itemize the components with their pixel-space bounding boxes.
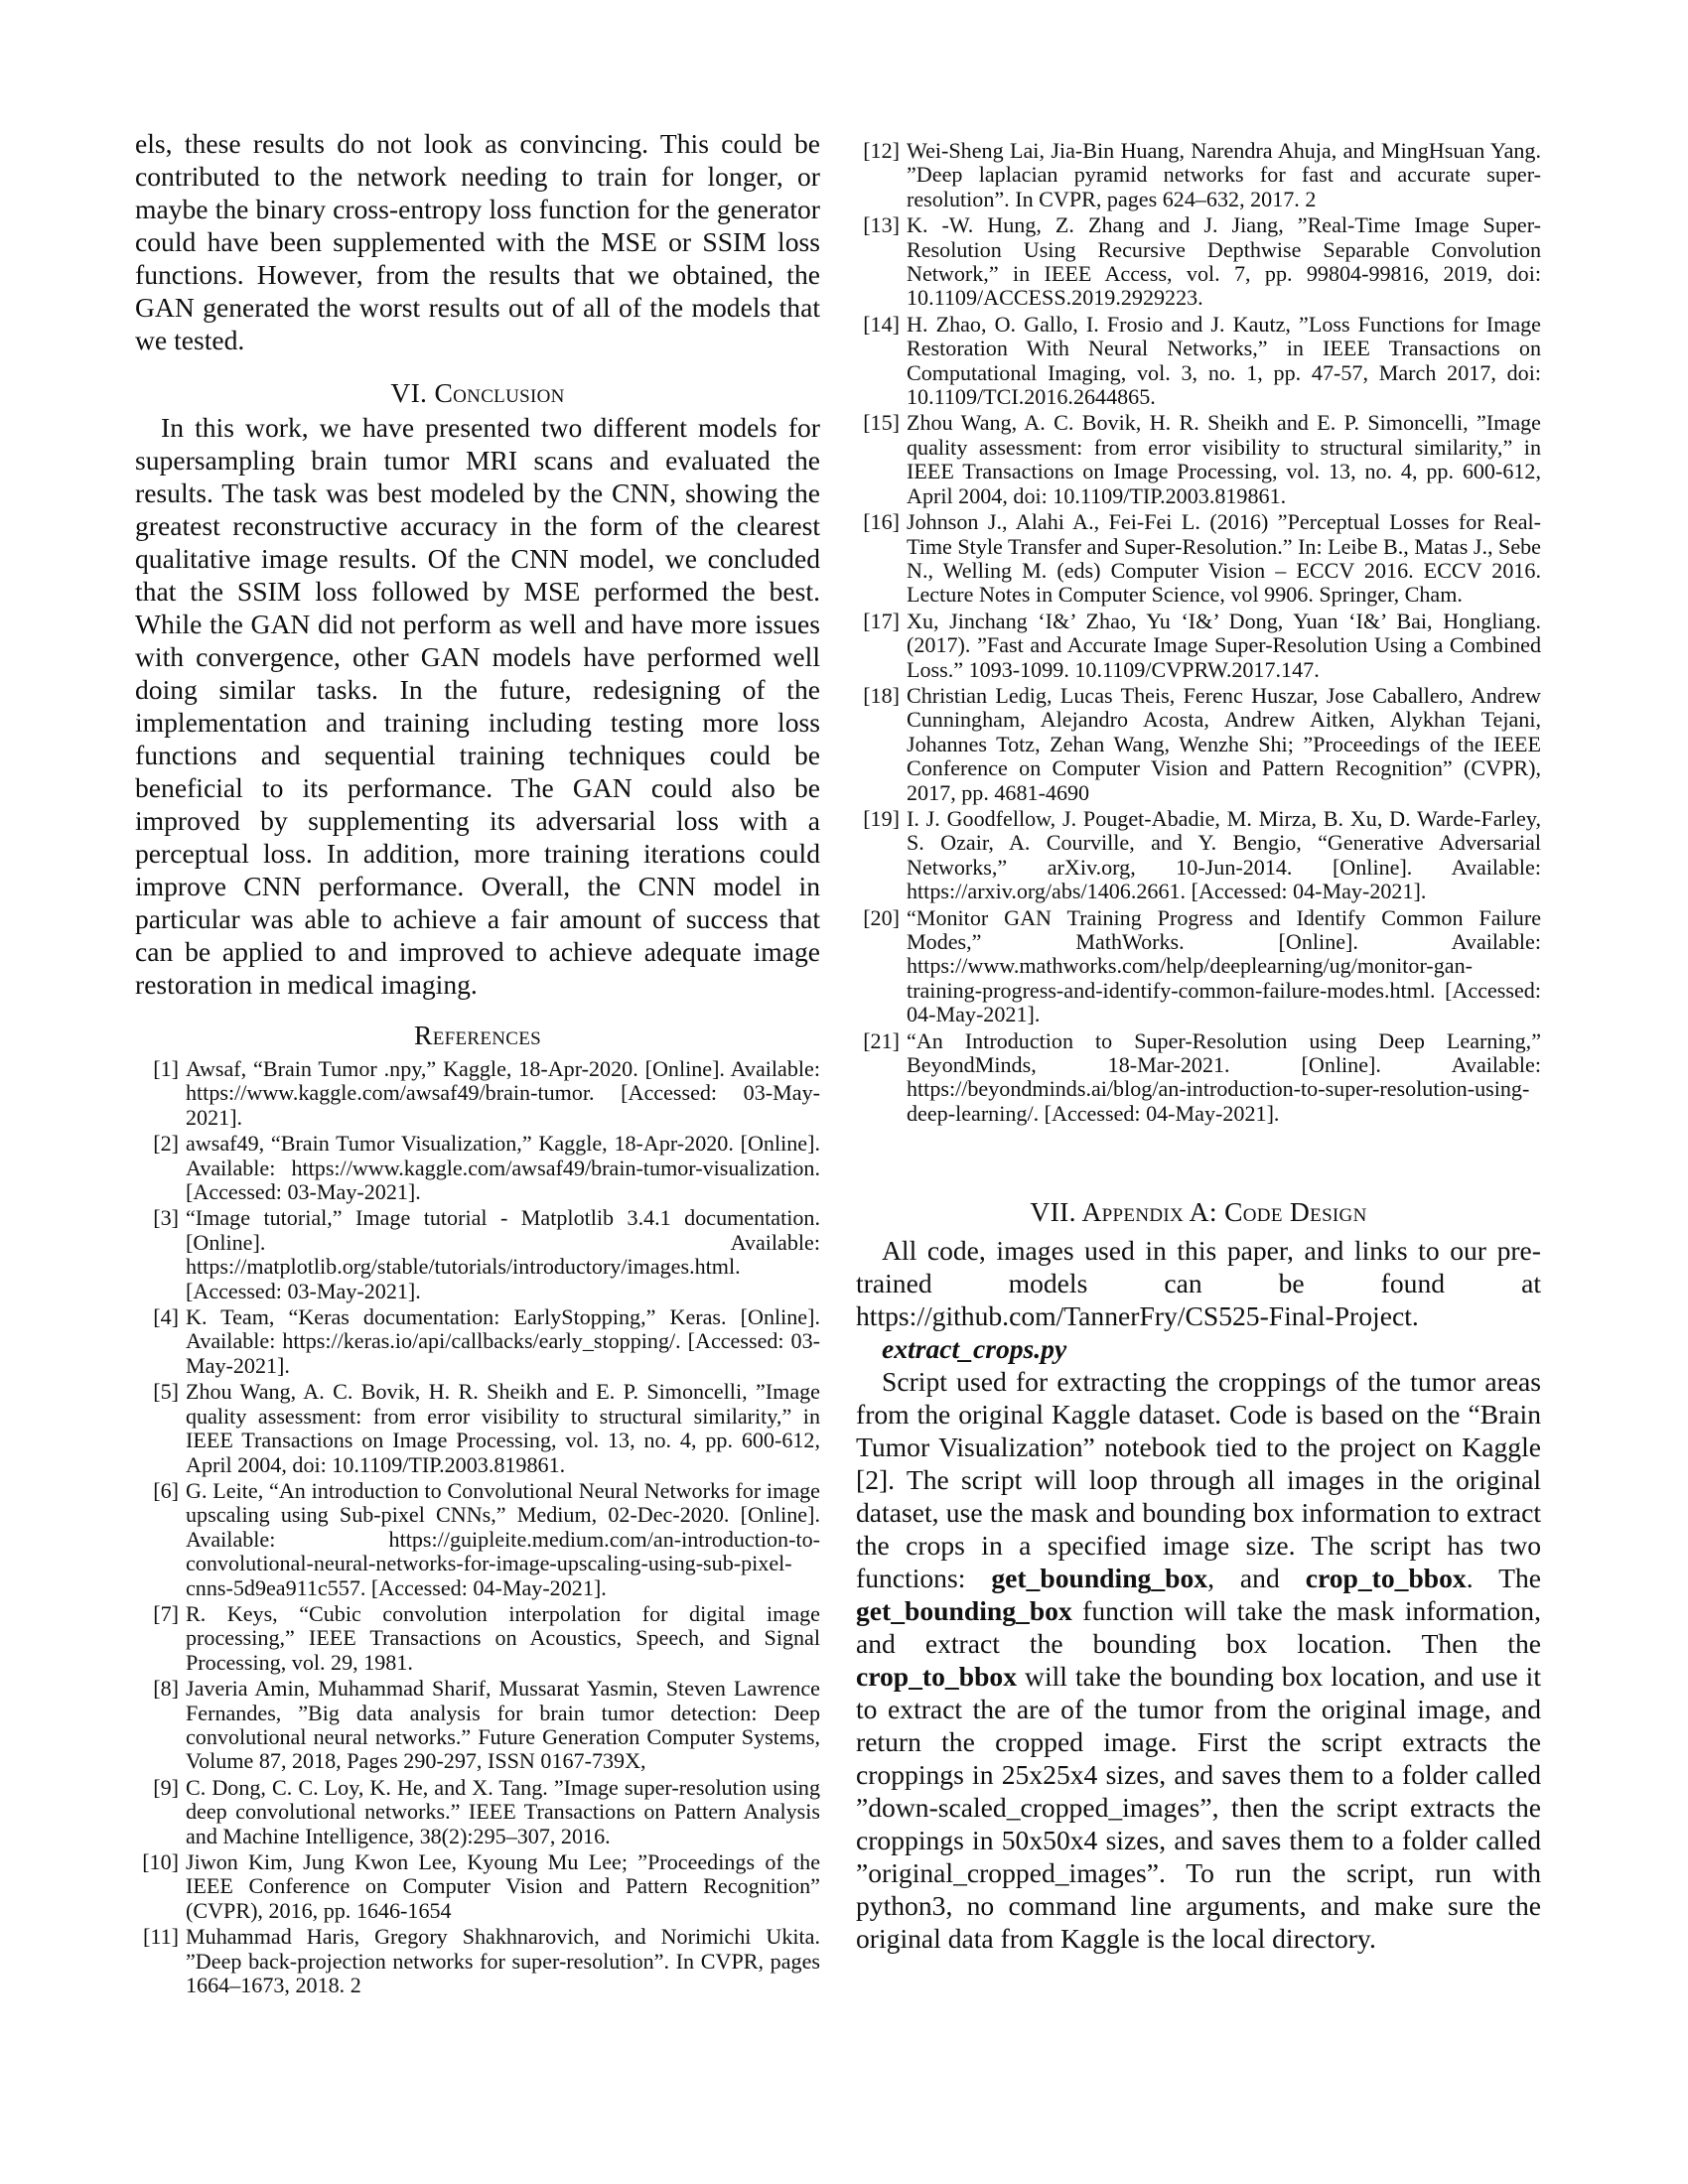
reference-item (135, 1925, 820, 1997)
text: Script used for extracting the croppings of the tumor areas from the original Kaggle dataset. Code is based on the “Brain Tumor Visualization” notebook tied to the project on Kaggle [2]. The script will loop through all images in the original dataset, use the mask and bounding box information to extract the crops in a specified image size. The script has two functions: (856, 1366, 1541, 1594)
reference-number: [14] (863, 311, 900, 337)
reference-text: G. Leite, “An introduction to Convolutional Neural Networks for image upscaling using Sub-pixel CNNs,” Medium, 02-Dec-2020. [Online]. Available: https://guipleite.medium.com/an-introduction-to-convolutional-neural-networks-for-image-upscaling-using-sub-pixel-cnns-5d9ea911c557. [Accessed: 04-May-2021]. (186, 1477, 820, 1600)
function-name: crop_to_bbox (1305, 1563, 1467, 1594)
reference-text: Xu, Jinchang ‘I&’ Zhao, Yu ‘I&’ Dong, Yuan ‘I&’ Bai, Hongliang. (2017). ”Fast and Accurate Image Super-Resolution Using a Combined Loss.” 1093-1099. 10.1109/CVPRW.2017.147. (907, 608, 1541, 682)
section-heading-conclusion: VI. Conclusion (390, 377, 565, 408)
reference-text: Wei-Sheng Lai, Jia-Bin Huang, Narendra Ahuja, and MingHsuan Yang. ”Deep laplacian pyramid networks for fast and accurate super-resolution”. In CVPR, pages 624–632, 2017. 2 (907, 138, 1541, 211)
reference-text: R. Keys, “Cubic convolution interpolation for digital image processing,” IEEE Transactions on Acoustics, Speech, and Signal Processing, vol. 29, 1981. (186, 1600, 820, 1675)
reference-text: K. Team, “Keras documentation: EarlyStopping,” Keras. [Online]. Available: https://keras.io/api/callbacks/early_stopping/. [Accessed: 03-May-2021]. (186, 1304, 820, 1378)
reference-item (135, 1479, 820, 1600)
reference-item (135, 1206, 820, 1303)
reference-item (856, 411, 1541, 508)
reference-number: [5] (153, 1379, 179, 1405)
right-column (856, 139, 1541, 1955)
reference-text: awsaf49, “Brain Tumor Visualization,” Kaggle, 18-Apr-2020. [Online]. Available: https://www.kaggle.com/awsaf49/brain-tumor-visualization. [Accessed: 03-May-2021]. (186, 1131, 820, 1205)
reference-text: Jiwon Kim, Jung Kwon Lee, Kyoung Mu Lee; ”Proceedings of the IEEE Conference on Computer Vision and Pattern Recognition” (CVPR), 2016, pp. 1646-1654 (186, 1849, 820, 1923)
text: function will take the mask information, and extract the bounding box location. Then the (856, 1595, 1541, 1660)
reference-number: [7] (153, 1600, 179, 1626)
text: . The (1466, 1563, 1541, 1594)
reference-text: Christian Ledig, Lucas Theis, Ferenc Huszar, Jose Caballero, Andrew Cunningham, Alejandro Acosta, Andrew Aitken, Alykhan Tejani, Johannes Totz, Zehan Wang, Wenzhe Shi; ”Proceedings of the IEEE Conference on Computer Vision and Pattern Recognition” (CVPR), 2017, pp. 4681-4690 (907, 682, 1541, 805)
section-heading-appendix: VII. Appendix A: Code Design (1030, 1196, 1367, 1228)
reference-item (856, 906, 1541, 1027)
text: , and (1207, 1563, 1306, 1594)
reference-item (856, 510, 1541, 608)
reference-item (135, 1132, 820, 1204)
extract-crops-description (856, 1365, 1541, 1955)
reference-item (135, 1850, 820, 1923)
reference-number: [16] (863, 509, 900, 535)
reference-number: [20] (863, 904, 900, 930)
reference-number: [21] (863, 1027, 900, 1053)
reference-item (135, 1677, 820, 1774)
reference-text: K. -W. Hung, Z. Zhang and J. Jiang, ”Real-Time Image Super-Resolution Using Recursive Depthwise Separable Convolution Network,” in IEEE Access, vol. 7, pp. 99804-99816, 2019, doi: 10.1109/ACCESS.2019.2929223. (907, 212, 1541, 311)
reference-item (856, 684, 1541, 805)
reference-number: [4] (153, 1304, 179, 1330)
reference-number: [6] (153, 1477, 179, 1503)
function-name: get_bounding_box (991, 1563, 1208, 1594)
reference-list-left (135, 1057, 820, 1997)
reference-text: I. J. Goodfellow, J. Pouget-Abadie, M. Mirza, B. Xu, D. Warde-Farley, S. Ozair, A. Courville, and Y. Bengio, “Generative Adversarial Networks,” arXiv.org, 10-Jun-2014. [Online]. Available: https://arxiv.org/abs/1406.2661. [Accessed: 04-May-2021]. (907, 805, 1541, 904)
reference-number: [10] (142, 1849, 179, 1874)
reference-text: Zhou Wang, A. C. Bovik, H. R. Sheikh and E. P. Simoncelli, ”Image quality assessment: from error visibility to structural similarity,” in IEEE Transactions on Image Processing, vol. 13, no. 4, pp. 600-612, April 2004, doi: 10.1109/TIP.2003.819861. (907, 410, 1541, 508)
reference-text: Zhou Wang, A. C. Bovik, H. R. Sheikh and E. P. Simoncelli, ”Image quality assessment: from error visibility to structural similarity,” in IEEE Transactions on Image Processing, vol. 13, no. 4, pp. 600-612, April 2004, doi: 10.1109/TIP.2003.819861. (186, 1379, 820, 1477)
reference-item (856, 139, 1541, 211)
reference-number: [15] (863, 410, 900, 436)
reference-number: [13] (863, 212, 900, 238)
reference-item (856, 807, 1541, 904)
reference-text: “An Introduction to Super-Resolution using Deep Learning,” BeyondMinds, 18-Mar-2021. [Online]. Available: https://beyondminds.ai/blog/an-introduction-to-super-resolution-using-deep-learning/. [Accessed: 04-May-2021]. (907, 1027, 1541, 1126)
reference-item (135, 1057, 820, 1130)
reference-text: H. Zhao, O. Gallo, I. Frosio and J. Kautz, ”Loss Functions for Image Restoration With Neural Networks,” in IEEE Transactions on Computational Imaging, vol. 3, no. 1, pp. 47-57, March 2017, doi: 10.1109/TCI.2016.2644865. (907, 311, 1541, 410)
reference-item (856, 313, 1541, 410)
reference-item (856, 213, 1541, 311)
reference-number: [2] (153, 1131, 179, 1157)
reference-number: [9] (153, 1774, 179, 1800)
reference-number: [19] (863, 805, 900, 831)
file-name-heading: extract_crops.py (882, 1333, 1067, 1365)
reference-item (135, 1602, 820, 1675)
reference-number: [11] (143, 1924, 179, 1950)
reference-item (135, 1305, 820, 1378)
reference-item (135, 1776, 820, 1848)
reference-text: Javeria Amin, Muhammad Sharif, Mussarat Yasmin, Steven Lawrence Fernandes, ”Big data analysis for brain tumor detection: Deep convolutional neural networks.” Future Generation Computer Systems, Volume 87, 2018, Pages 290-297, ISSN 0167-739X, (186, 1676, 820, 1774)
function-name: crop_to_bbox (856, 1661, 1018, 1693)
function-name: get_bounding_box (856, 1595, 1072, 1627)
reference-item (856, 610, 1541, 682)
reference-list-right (856, 139, 1541, 1126)
reference-text: “Monitor GAN Training Progress and Identify Common Failure Modes,” MathWorks. [Online]. Available: https://www.mathworks.com/help/deeplearning/ug/monitor-gan-training-progress-and-identify-common-failure-modes.html. [Accessed: 04-May-2021]. (907, 904, 1541, 1027)
reference-number: [17] (863, 608, 900, 633)
reference-text: Johnson J., Alahi A., Fei-Fei L. (2016) ”Perceptual Losses for Real-Time Style Transfer and Super-Resolution.” In: Leibe B., Matas J., Sebe N., Welling M. (eds) Computer Vision – ECCV 2016. ECCV 2016. Lecture Notes in Computer Science, vol 9906. Springer, Cham. (907, 509, 1541, 608)
text: will take the bounding box location, and use it to extract the are of the tumor from the original image, and return the cropped image. First the script extracts the croppings in 25x25x4 sizes, and saves them to a folder called ”down-scaled_cropped_images”, then the script extracts the croppings in 50x50x4 sizes, and saves them to a folder called ”original_cropped_images”. To run the script, run with python3, no command line arguments, and make sure the original data from Kaggle is the local directory. (856, 1661, 1541, 1955)
conclusion-paragraph: In this work, we have presented two different models for supersampling brain tumor MRI scans and evaluated the results. The task was best modeled by the CNN, showing the greatest reconstructive accuracy in the form of the clearest qualitative image results. Of the CNN model, we concluded that the SSIM loss followed by MSE performed the best. While the GAN did not perform as well and have more issues with convergence, other GAN models have performed well doing similar tasks. In the future, redesigning of the implementation and training including testing more loss functions and sequential training techniques could be beneficial to its performance. The GAN could also be improved by supplementing its adversarial loss with a perceptual loss. In addition, more training iterations could improve CNN performance. Overall, the CNN model in particular was able to achieve a fair amount of success that can be applied to and improved to achieve adequate image restoration in medical imaging. (135, 412, 820, 1000)
reference-number: [18] (863, 682, 900, 708)
reference-number: [1] (153, 1056, 179, 1081)
reference-number: [12] (863, 138, 900, 163)
reference-text: Awsaf, “Brain Tumor .npy,” Kaggle, 18-Apr-2020. [Online]. Available: https://www.kaggle.com/awsaf49/brain-tumor. [Accessed: 03-May-2021]. (186, 1056, 820, 1130)
left-column (135, 127, 820, 1999)
reference-item (856, 1029, 1541, 1127)
reference-number: [8] (153, 1676, 179, 1702)
reference-text: “Image tutorial,” Image tutorial - Matplotlib 3.4.1 documentation. [Online]. Available: https://matplotlib.org/stable/tutorials/introductory/images.html. [Accessed: 03-May-2021]. (186, 1205, 820, 1303)
reference-item (135, 1380, 820, 1477)
appendix-intro-paragraph: All code, images used in this paper, and links to our pre-trained models can be found at https://github.com/TannerFry/CS525-Final-Project. (856, 1235, 1541, 1332)
section-heading-references: References (413, 1020, 542, 1050)
paragraph-continued: els, these results do not look as convincing. This could be contributed to the network needing to train for longer, or maybe the binary cross-entropy loss function for the generator could have been supplemented with the MSE or SSIM loss functions. However, from the results that we obtained, the GAN generated the worst results out of all of the models that we tested. (135, 128, 820, 355)
reference-text: C. Dong, C. C. Loy, K. He, and X. Tang. ”Image super-resolution using deep convolutional networks.” IEEE Transactions on Pattern Analysis and Machine Intelligence, 38(2):295–307, 2016. (186, 1774, 820, 1848)
reference-text: Muhammad Haris, Gregory Shakhnarovich, and Norimichi Ukita. ”Deep back-projection networks for super-resolution”. In CVPR, pages 1664–1673, 2018. 2 (186, 1924, 820, 1998)
reference-number: [3] (153, 1205, 179, 1231)
